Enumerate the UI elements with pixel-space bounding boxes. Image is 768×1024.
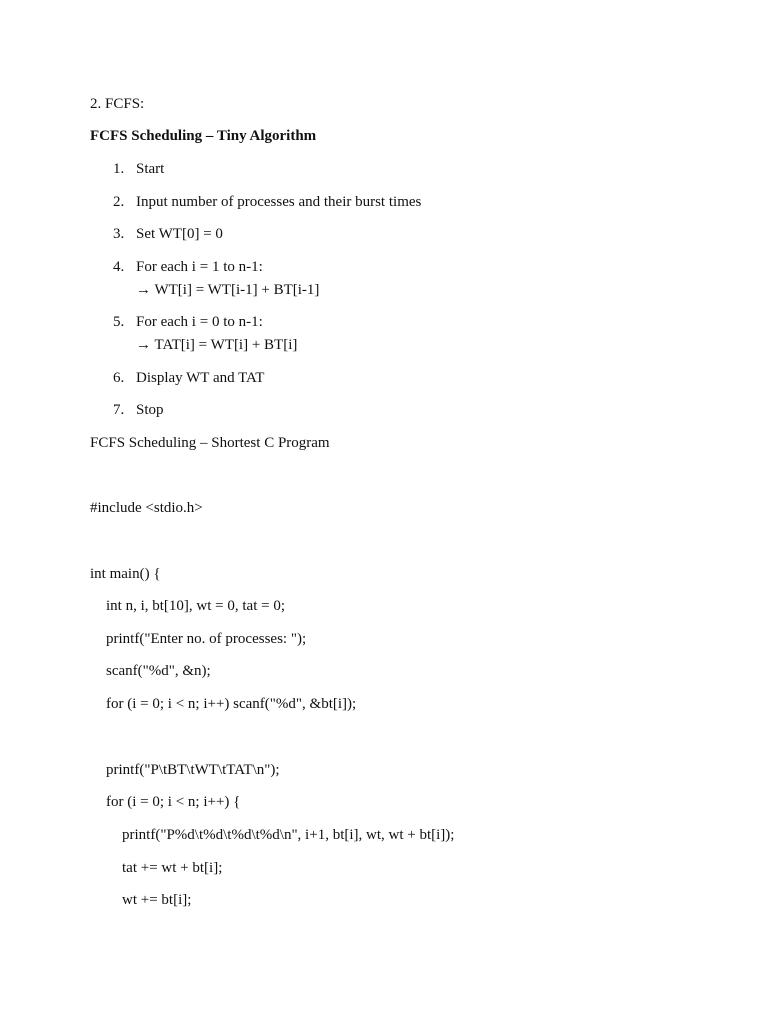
step-number: 5. bbox=[113, 314, 125, 330]
step-number: 3. bbox=[113, 226, 125, 242]
section-heading: 2. FCFS: bbox=[90, 96, 145, 112]
step-text: Stop bbox=[136, 402, 164, 418]
step-text: Display WT and TAT bbox=[136, 370, 265, 386]
code-line: printf("P\tBT\tWT\tTAT\n"); bbox=[106, 762, 280, 778]
step-number: 1. bbox=[113, 161, 125, 177]
code-line: for (i = 0; i < n; i++) scanf("%d", &bt[i]); bbox=[106, 696, 357, 712]
code-line: printf("Enter no. of processes: "); bbox=[106, 631, 307, 647]
step-text: For each i = 1 to n-1: bbox=[136, 259, 263, 275]
step-text-continuation: → TAT[i] = WT[i] + BT[i] bbox=[136, 337, 298, 353]
algorithm-title: FCFS Scheduling – Tiny Algorithm bbox=[90, 128, 317, 144]
step-number: 7. bbox=[113, 402, 125, 418]
code-line: scanf("%d", &n); bbox=[106, 663, 211, 679]
step-number: 4. bbox=[113, 259, 125, 275]
code-line: int n, i, bt[10], wt = 0, tat = 0; bbox=[106, 598, 285, 614]
step-text: Input number of processes and their burst times bbox=[136, 194, 422, 210]
step-text: For each i = 0 to n-1: bbox=[136, 314, 263, 330]
code-line: wt += bt[i]; bbox=[122, 892, 192, 908]
program-title: FCFS Scheduling – Shortest C Program bbox=[90, 435, 330, 451]
code-line: for (i = 0; i < n; i++) { bbox=[106, 794, 241, 810]
step-text-continuation: → WT[i] = WT[i-1] + BT[i-1] bbox=[136, 282, 320, 298]
code-line: int main() { bbox=[90, 566, 161, 582]
step-number: 6. bbox=[113, 370, 125, 386]
step-number: 2. bbox=[113, 194, 125, 210]
step-text: Set WT[0] = 0 bbox=[136, 226, 223, 242]
step-text: Start bbox=[136, 161, 165, 177]
code-line: #include <stdio.h> bbox=[90, 500, 203, 516]
code-line: tat += wt + bt[i]; bbox=[122, 860, 223, 876]
code-line: printf("P%d\t%d\t%d\t%d\n", i+1, bt[i], wt, wt + bt[i]); bbox=[122, 827, 455, 843]
